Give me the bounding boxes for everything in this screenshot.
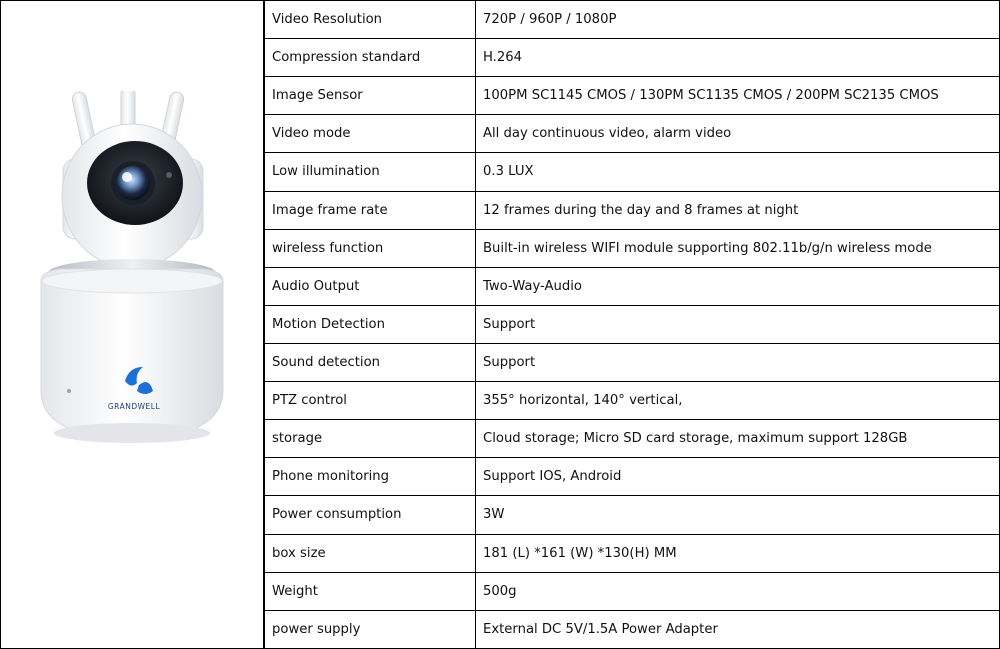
spec-label: power supply [265, 610, 476, 648]
ip-camera-image [21, 91, 243, 461]
spec-value: Support IOS, Android [476, 458, 1000, 496]
brand-text: GRANDWELL [107, 402, 161, 411]
spec-row [265, 343, 1000, 381]
spec-row [265, 191, 1000, 229]
spec-label: Compression standard [265, 39, 476, 77]
spec-value: 720P / 960P / 1080P [476, 1, 1000, 39]
spec-label: Power consumption [265, 496, 476, 534]
spec-value: 12 frames during the day and 8 frames at night [476, 191, 1000, 229]
spec-label: Image frame rate [265, 191, 476, 229]
spec-label: Motion Detection [265, 305, 476, 343]
spec-label: PTZ control [265, 382, 476, 420]
spec-label: Video Resolution [265, 1, 476, 39]
product-image-cell [1, 1, 264, 648]
spec-row [265, 229, 1000, 267]
spec-row [265, 534, 1000, 572]
spec-label: Phone monitoring [265, 458, 476, 496]
spec-value: All day continuous video, alarm video [476, 115, 1000, 153]
spec-row [265, 610, 1000, 648]
spec-value: Support [476, 343, 1000, 381]
spec-value: 0.3 LUX [476, 153, 1000, 191]
spec-value: 3W [476, 496, 1000, 534]
spec-table [264, 1, 999, 648]
spec-value: External DC 5V/1.5A Power Adapter [476, 610, 1000, 648]
spec-row [265, 39, 1000, 77]
spec-value: Support [476, 305, 1000, 343]
spec-value: 500g [476, 572, 1000, 610]
spec-value: 100PM SC1145 CMOS / 130PM SC1135 CMOS / 200PM SC2135 CMOS [476, 77, 1000, 115]
spec-label: wireless function [265, 229, 476, 267]
spec-label: Video mode [265, 115, 476, 153]
spec-label: Audio Output [265, 267, 476, 305]
spec-row [265, 1, 1000, 39]
spec-row [265, 115, 1000, 153]
spec-label: Sound detection [265, 343, 476, 381]
spec-row [265, 382, 1000, 420]
spec-label: Image Sensor [265, 77, 476, 115]
spec-label: storage [265, 420, 476, 458]
spec-label: box size [265, 534, 476, 572]
spec-row [265, 77, 1000, 115]
spec-value: Built-in wireless WIFI module supporting 802.11b/g/n wireless mode [476, 229, 1000, 267]
spec-row [265, 572, 1000, 610]
spec-row [265, 305, 1000, 343]
spec-label: Weight [265, 572, 476, 610]
spec-row [265, 458, 1000, 496]
spec-row [265, 420, 1000, 458]
spec-value: 355° horizontal, 140° vertical, [476, 382, 1000, 420]
spec-value: Two-Way-Audio [476, 267, 1000, 305]
spec-value: 181 (L) *161 (W) *130(H) MM [476, 534, 1000, 572]
spec-row [265, 267, 1000, 305]
spec-label: Low illumination [265, 153, 476, 191]
spec-value: Cloud storage; Micro SD card storage, maximum support 128GB [476, 420, 1000, 458]
spec-row [265, 496, 1000, 534]
spec-value: H.264 [476, 39, 1000, 77]
spec-row [265, 153, 1000, 191]
